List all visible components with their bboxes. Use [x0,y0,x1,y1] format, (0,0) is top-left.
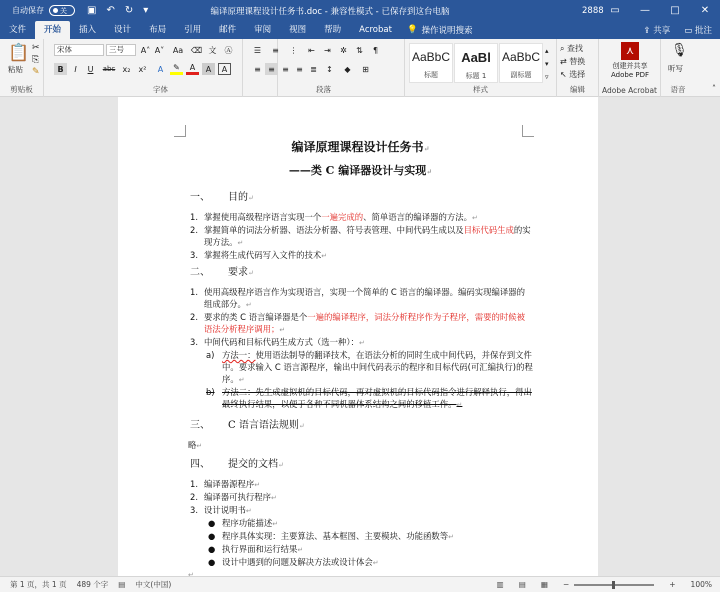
autosave-toggle[interactable] [49,5,75,16]
font-group-label: 字体 [153,85,168,94]
word-count[interactable]: 489 个字 [76,580,109,589]
tab-1[interactable]: 开始 [35,21,70,39]
char-border-icon[interactable]: A [218,63,231,75]
section-4-heading: 四、 提交的文档 ↵ [190,459,284,470]
comment-icon: ▭ [684,26,695,36]
microphone-icon[interactable]: 🎙 [671,43,688,58]
grow-font-button[interactable]: A˄ [140,45,151,55]
bullet-icon: ● [208,531,216,541]
list-number: 3. [190,250,198,260]
language[interactable]: 中文(中国) [135,580,172,589]
tab-5[interactable]: 引用 [184,25,202,35]
list-number: 1. [190,479,198,489]
format-painter-icon[interactable]: ✎ [32,67,40,77]
italic-button[interactable]: I [74,64,77,74]
list-item: 2. 要求的类 C 语言编译器是个一遍的编译程序，词法分析程序作为子程序，需要的时候被语法分析程序调用；↵ [190,312,526,334]
list-item [190,211,533,224]
editing-group-label: 编辑 [570,85,585,94]
bullet-text: 设计中遇到的问题及解决方法或设计体会↵ [222,557,379,567]
shrink-font-button[interactable]: A˅ [154,45,165,55]
style-sample: AaBl [461,50,491,65]
bullets-icon[interactable]: ☰ [253,45,262,55]
comment-label: 批注 [694,26,712,36]
replace-icon: ⇄ [560,57,567,66]
bullet-icon: ● [208,544,216,554]
shading-icon[interactable]: ◆ [344,64,351,74]
highlight-icon[interactable]: ✎ [170,63,183,75]
read-mode-icon[interactable]: ▥ [496,580,504,589]
char-shading-icon[interactable]: A [202,63,215,75]
style-sample: AaBbC [501,50,541,64]
style-name: 标题 1 [465,72,487,80]
paragraph-mark: ↵ [245,507,252,515]
list-item: 3. 中间代码和目标代码生成方式（选一种）：↵ [190,337,365,347]
text-run: 掌握使用高级程序语言实现一个 [204,212,322,222]
ribbon-display-icon[interactable]: ▭ [610,5,620,16]
zoom-controls [487,580,712,589]
list-text: 编译器源程序↵ [204,479,261,489]
enclose-char-icon[interactable]: Ⓐ [224,45,233,55]
doc-subtitle: ——类 C 编译器设计与实现↵ [288,164,433,177]
phonetic-guide-icon[interactable]: 文 [208,45,217,55]
distributed-icon[interactable]: ≣ [310,64,317,74]
list-item [190,504,533,517]
tab-3[interactable]: 设计 [114,25,132,35]
zoom-in-icon[interactable]: + [669,580,676,589]
styles-scroll[interactable]: ▴ ▾ ▿ [545,47,549,81]
voice-group-label: 语音 [670,85,686,94]
title-bar [0,0,720,21]
comment-button[interactable] [684,24,712,36]
red-text-run: 一遍完成的 [321,212,364,222]
list-text: 设计说明书↵ [204,505,252,515]
font-name-combo[interactable]: 宋体 [54,44,104,56]
tab-7[interactable]: 审阅 [254,25,272,35]
select-button[interactable]: ↖ 选择 [560,70,586,79]
paragraph-mark: ↵ [254,481,261,489]
align-center-icon[interactable]: ≡ [265,63,278,75]
tab-4[interactable]: 布局 [149,25,167,35]
sub-item-b: b) 方法二：先生成虚拟机的目标代码，再对虚拟机的目标代码指令进行解释执行，得出最终执行结果，以便于各种不同机器体系结构之间的移植工作。↵ [206,387,532,409]
status-bar [0,576,720,592]
font-color-icon[interactable]: A [186,63,199,75]
list-text [204,211,478,224]
align-right-icon[interactable]: ≡ [282,64,289,74]
paste-icon[interactable]: 📋 [8,43,30,63]
acrobat-group [599,39,661,97]
show-marks-icon[interactable]: ¶ [372,45,379,55]
strikethrough-button[interactable]: abc [102,65,116,73]
clear-formatting-icon[interactable]: ⌫ [190,45,203,55]
section-3-body: 略↵ [188,440,203,450]
close-icon[interactable]: ✕ [700,5,710,16]
autosave-label: 自动保存 [12,6,44,15]
share-icon: ⇪ [643,26,654,36]
style-sample: AaBbC [411,50,451,64]
ribbon [0,39,720,97]
bullet-item [208,556,533,569]
bullet-item [208,517,533,530]
find-button[interactable]: ⌕ 查找 [560,44,584,53]
tell-me-search[interactable] [407,24,473,36]
sub-item-a: a) 方法一：使用语法制导的翻译技术，在语法分析的同时生成中间代码，并保存到文件中。要求输入 C 语言源程序，输出中间代码表示的程序和目标代码(可汇编执行)的程序。↵ [206,350,533,384]
section-3-heading: 三、 C 语言语法规则 ↵ [190,420,305,431]
bullet-item [208,530,533,543]
proofing-icon[interactable]: ▤ [118,580,126,589]
adobe-pdf-icon[interactable]: ⋏ [621,42,639,60]
save-icon[interactable]: ▣ [87,5,97,16]
bullet-icon: ● [208,557,216,567]
superscript-button[interactable]: x² [138,64,147,74]
page-count[interactable]: 第 1 页，共 1 页 [10,580,67,589]
list-item [190,491,533,504]
chinese-layout-icon[interactable]: ✲ [340,45,347,55]
red-text-run: 目标代码生成 [463,225,514,235]
ribbon-tabs [0,21,720,39]
paragraph-mark: ↵ [271,494,277,502]
decrease-indent-icon[interactable]: ⇤ [308,45,315,55]
borders-icon[interactable]: ⊞ [362,64,369,74]
list-number: 2. [190,492,198,502]
paragraph-mark: ↵ [272,520,279,528]
tab-0[interactable]: 文件 [9,25,27,35]
share-button[interactable] [643,24,670,36]
paragraph-mark: ↵ [372,559,379,567]
window-controls [600,0,720,21]
bullet-text: 执行界面和运行结果↵ [222,544,304,554]
lightbulb-icon: 💡 [406,25,418,35]
create-pdf-button[interactable]: 创建并共享 Adobe PDF [610,62,649,79]
multilevel-list-icon[interactable]: ⋮ [289,45,298,55]
tab-6[interactable]: 邮件 [219,25,237,35]
increase-indent-icon[interactable]: ⇥ [324,45,331,55]
bullet-text: 程序功能描述↵ [222,518,279,528]
bold-button[interactable]: B [54,63,67,75]
text-run: 掌握将生成代码写入文件的技术 [204,250,322,260]
bullet-item [208,543,533,556]
acrobat-group-label: Adobe Acrobat [601,86,658,95]
list-item: 1. 使用高级程序语言作为实现语言，实现一个简单的 C 语言的编译器。编码实现编译器的组成部分。↵ [190,287,526,309]
style-1[interactable] [454,43,498,83]
autosave-state: 关 [60,6,67,15]
line-spacing-icon[interactable]: ↕ [326,64,333,74]
paragraph-group [242,39,405,97]
font-size-combo[interactable]: 三号 [106,44,136,56]
style-name: 标题 [424,71,438,79]
web-layout-icon[interactable]: ▦ [540,580,548,589]
tab-8[interactable]: 视图 [289,25,307,35]
collapse-ribbon-icon[interactable]: ˄ [712,84,716,93]
editing-group [557,39,599,97]
clipboard-group-label: 剪贴板 [10,85,33,94]
margin-corner-tl [174,125,186,137]
list-item [190,224,533,249]
change-case-button[interactable]: Aa [172,45,184,55]
numbering-icon[interactable]: ≡ [272,45,279,55]
tab-2[interactable]: 插入 [79,25,97,35]
sort-icon[interactable]: ⇅ [356,45,363,55]
underline-button[interactable]: U [87,64,94,74]
cut-icon[interactable]: ✂ [32,43,40,53]
paragraph-mark: ↵ [188,571,194,576]
share-label: 共享 [653,26,671,36]
style-0[interactable] [409,43,453,83]
text-run: 掌握简单的词法分析器、语法分析器、符号表管理、中间代码生成以及 [204,225,464,235]
document-page[interactable] [118,97,598,576]
margin-corner-tr [522,125,534,137]
style-name: 副标题 [510,71,532,79]
minimize-icon[interactable]: — [640,5,650,16]
paragraph-mark: ↵ [472,214,478,222]
paragraph-mark: ↵ [448,533,454,541]
zoom-level[interactable]: 100% [690,580,712,589]
select-icon: ↖ [560,70,567,79]
text-effects-icon[interactable]: A [157,64,164,74]
replace-button[interactable]: ⇄ 替换 [560,57,586,66]
tab-9[interactable]: 帮助 [324,25,342,35]
paragraph-group-label: 段落 [316,85,331,94]
styles-group [405,39,557,97]
find-icon: ⌕ [560,44,565,53]
text-run: 的实现方法。 [204,225,531,247]
section-1-heading: 一、 目的 ↵ [190,192,254,203]
zoom-slider[interactable] [574,584,654,586]
tab-10[interactable]: Acrobat [359,25,392,35]
list-item [190,249,533,262]
maximize-icon[interactable]: □ [670,5,680,16]
doc-title: 编译原理课程设计任务书↵ [291,140,430,154]
text-run: 、简单语言的编译器的方法。 [363,212,472,222]
paragraph-mark: ↵ [321,252,328,260]
voice-group [661,39,695,97]
paragraph-mark: ↵ [297,546,304,554]
list-number: 1. [190,212,198,222]
list-number: 3. [190,505,198,515]
toggle-dot-icon [53,8,58,13]
list-item [190,478,533,491]
account-number[interactable]: 2888 [582,5,604,16]
copy-icon[interactable]: ⎘ [32,55,40,65]
list-text [204,224,533,249]
section-2-heading: 二、 要求 ↵ [190,267,254,278]
undo-icon[interactable]: ↶ [106,5,115,16]
zoom-slider-knob[interactable] [612,581,615,589]
customize-qa-icon[interactable]: ▾ [143,5,149,16]
tabrow-right [643,24,712,36]
redo-icon[interactable]: ↻ [124,5,134,16]
styles-group-label: 样式 [473,85,488,94]
bullet-text: 程序具体实现：主要算法、基本框图、主要模块、功能函数等↵ [222,531,454,541]
align-left-icon[interactable]: ≡ [254,64,261,74]
tell-me-text: 操作说明搜索 [421,26,473,36]
bullet-icon: ● [208,518,216,528]
style-2[interactable] [499,43,543,83]
paragraph-mark: ↵ [237,239,244,247]
print-layout-icon[interactable]: ▤ [518,580,526,589]
justify-icon[interactable]: ≡ [296,64,303,74]
document-body[interactable] [188,139,533,576]
paste-button[interactable]: 粘贴 [8,65,23,74]
list-text: 编译器可执行程序↵ [204,492,277,502]
clipboard-group [0,39,44,97]
quick-access-toolbar [87,5,148,16]
zoom-out-icon[interactable]: − [562,580,570,589]
document-canvas [0,97,720,576]
list-number: 2. [190,225,198,235]
document-title: 编译原理课程设计任务书.doc - 兼容性模式 - 已保存到这台电脑 [210,6,450,17]
list-text [204,249,327,262]
subscript-button[interactable]: x₂ [122,64,131,74]
dictate-button[interactable]: 听写 [668,64,683,73]
